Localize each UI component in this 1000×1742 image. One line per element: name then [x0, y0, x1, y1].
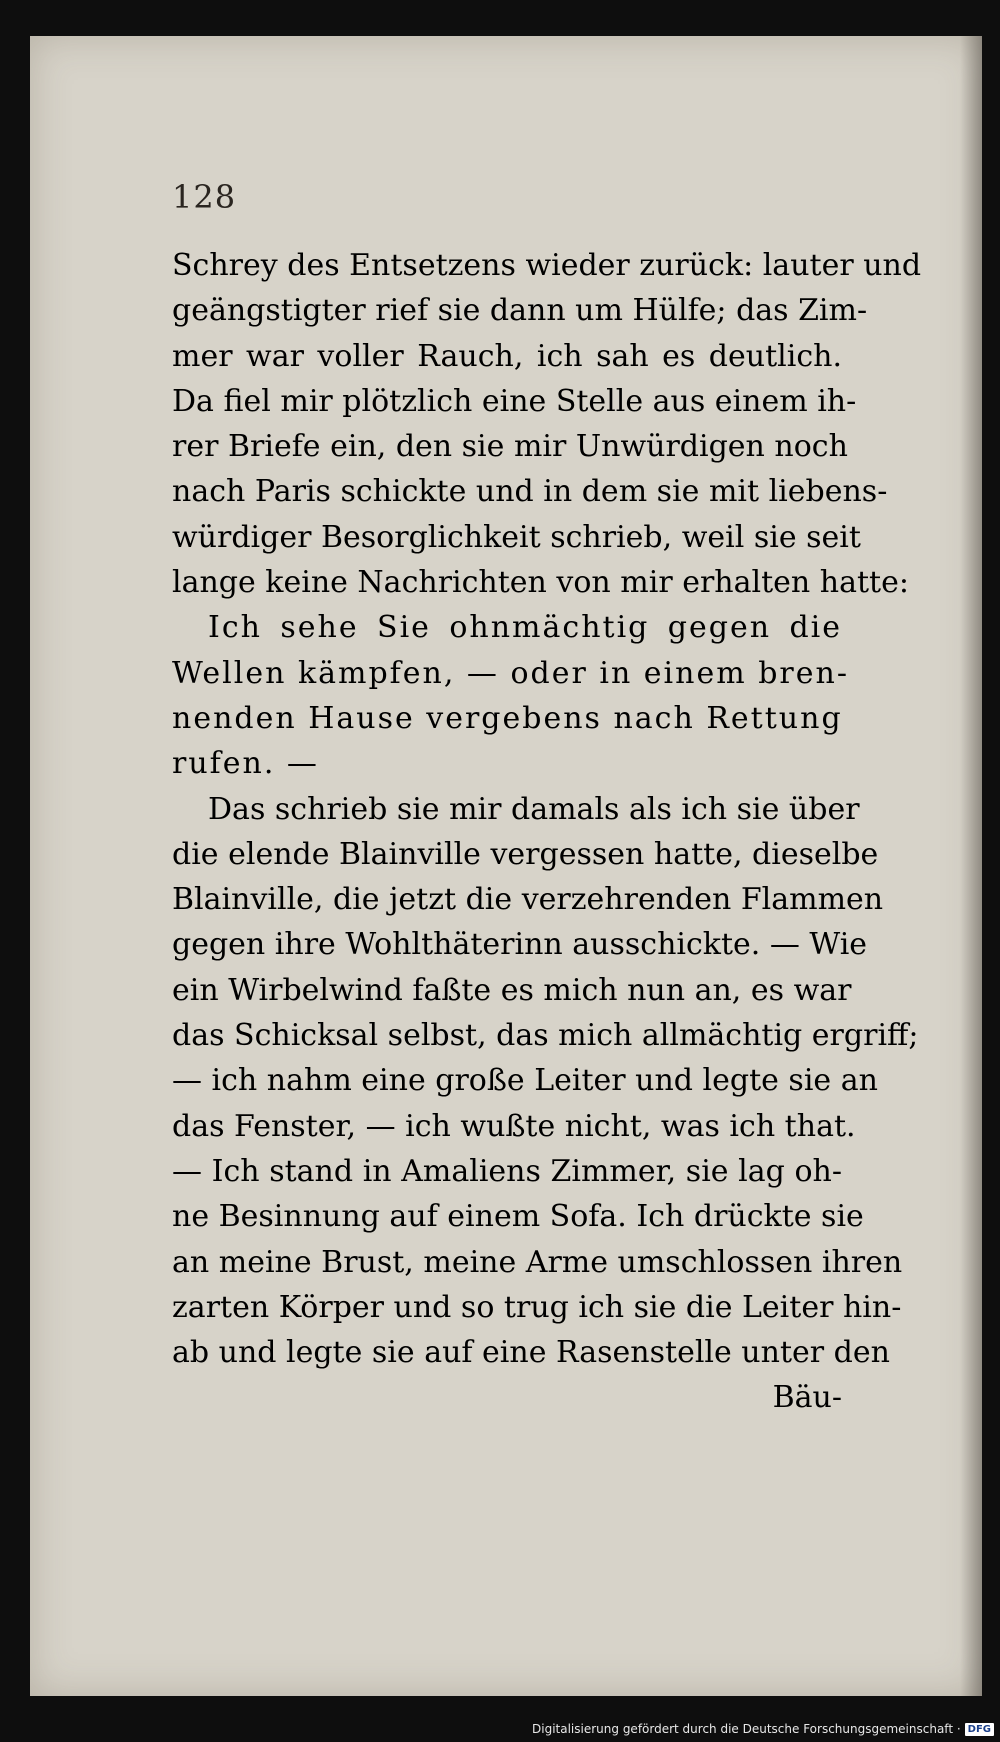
text-line: nenden Hause vergebens nach Rettung [172, 700, 843, 736]
text-line: Ich sehe Sie ohnmächtig gegen die [208, 610, 842, 646]
dfg-logo-icon: DFG [965, 1723, 994, 1736]
text-line: würdiger Besorglichkeit schrieb, weil sie seit [172, 519, 861, 555]
text-line: an meine Brust, meine Arme umschlossen ihren [172, 1244, 903, 1280]
text-line: lange keine Nachrichten von mir erhalten hatte: [172, 565, 909, 601]
text-line: Da fiel mir plötzlich eine Stelle aus einem ih- [172, 383, 857, 419]
text-line: rufen. — [172, 746, 319, 782]
text-line: zarten Körper und so trug ich sie die Leiter hin- [172, 1289, 902, 1325]
text-line: ne Besinnung auf einem Sofa. Ich drückte sie [172, 1199, 864, 1235]
text-line: das Fenster, — ich wußte nicht, was ich that. [172, 1108, 856, 1144]
text-line: Wellen kämpfen, — oder in einem bren- [172, 655, 849, 691]
page-number: 128 [172, 178, 237, 216]
text-line: nach Paris schickte und in dem sie mit liebens- [172, 474, 888, 510]
text-line: — ich nahm eine große Leiter und legte sie an [172, 1063, 878, 1099]
text-line: Bäu- [772, 1380, 842, 1416]
text-line: Das schrieb sie mir damals als ich sie über [208, 791, 860, 827]
text-line: rer Briefe ein, den sie mir Unwürdigen noch [172, 429, 848, 465]
page-edge-shadow [960, 36, 982, 1696]
text-line: ab und legte sie auf eine Rasenstelle unter den [172, 1335, 890, 1371]
funding-credit: Digitalisierung gefördert durch die Deutsche Forschungsgemeinschaft · [532, 1722, 961, 1736]
text-line: mer war voller Rauch, ich sah es deutlich. [172, 338, 842, 374]
text-line: Schrey des Entsetzens wieder zurück: lauter und [172, 248, 922, 283]
body-text [172, 243, 922, 1421]
text-line: Blainville, die jetzt die verzehrenden Flammen [172, 882, 884, 918]
text-line: gegen ihre Wohlthäterinn ausschickte. — Wie [172, 927, 868, 963]
text-line: geängstigter rief sie dann um Hülfe; das Zim- [172, 293, 868, 329]
text-line: — Ich stand in Amaliens Zimmer, sie lag oh- [172, 1153, 842, 1189]
text-line: die elende Blainville vergessen hatte, dieselbe [172, 836, 879, 872]
digitization-footer [532, 1722, 994, 1736]
text-line: das Schicksal selbst, das mich allmächtig ergriff; [172, 1018, 919, 1054]
text-line: ein Wirbelwind faßte es mich nun an, es war [172, 972, 852, 1008]
